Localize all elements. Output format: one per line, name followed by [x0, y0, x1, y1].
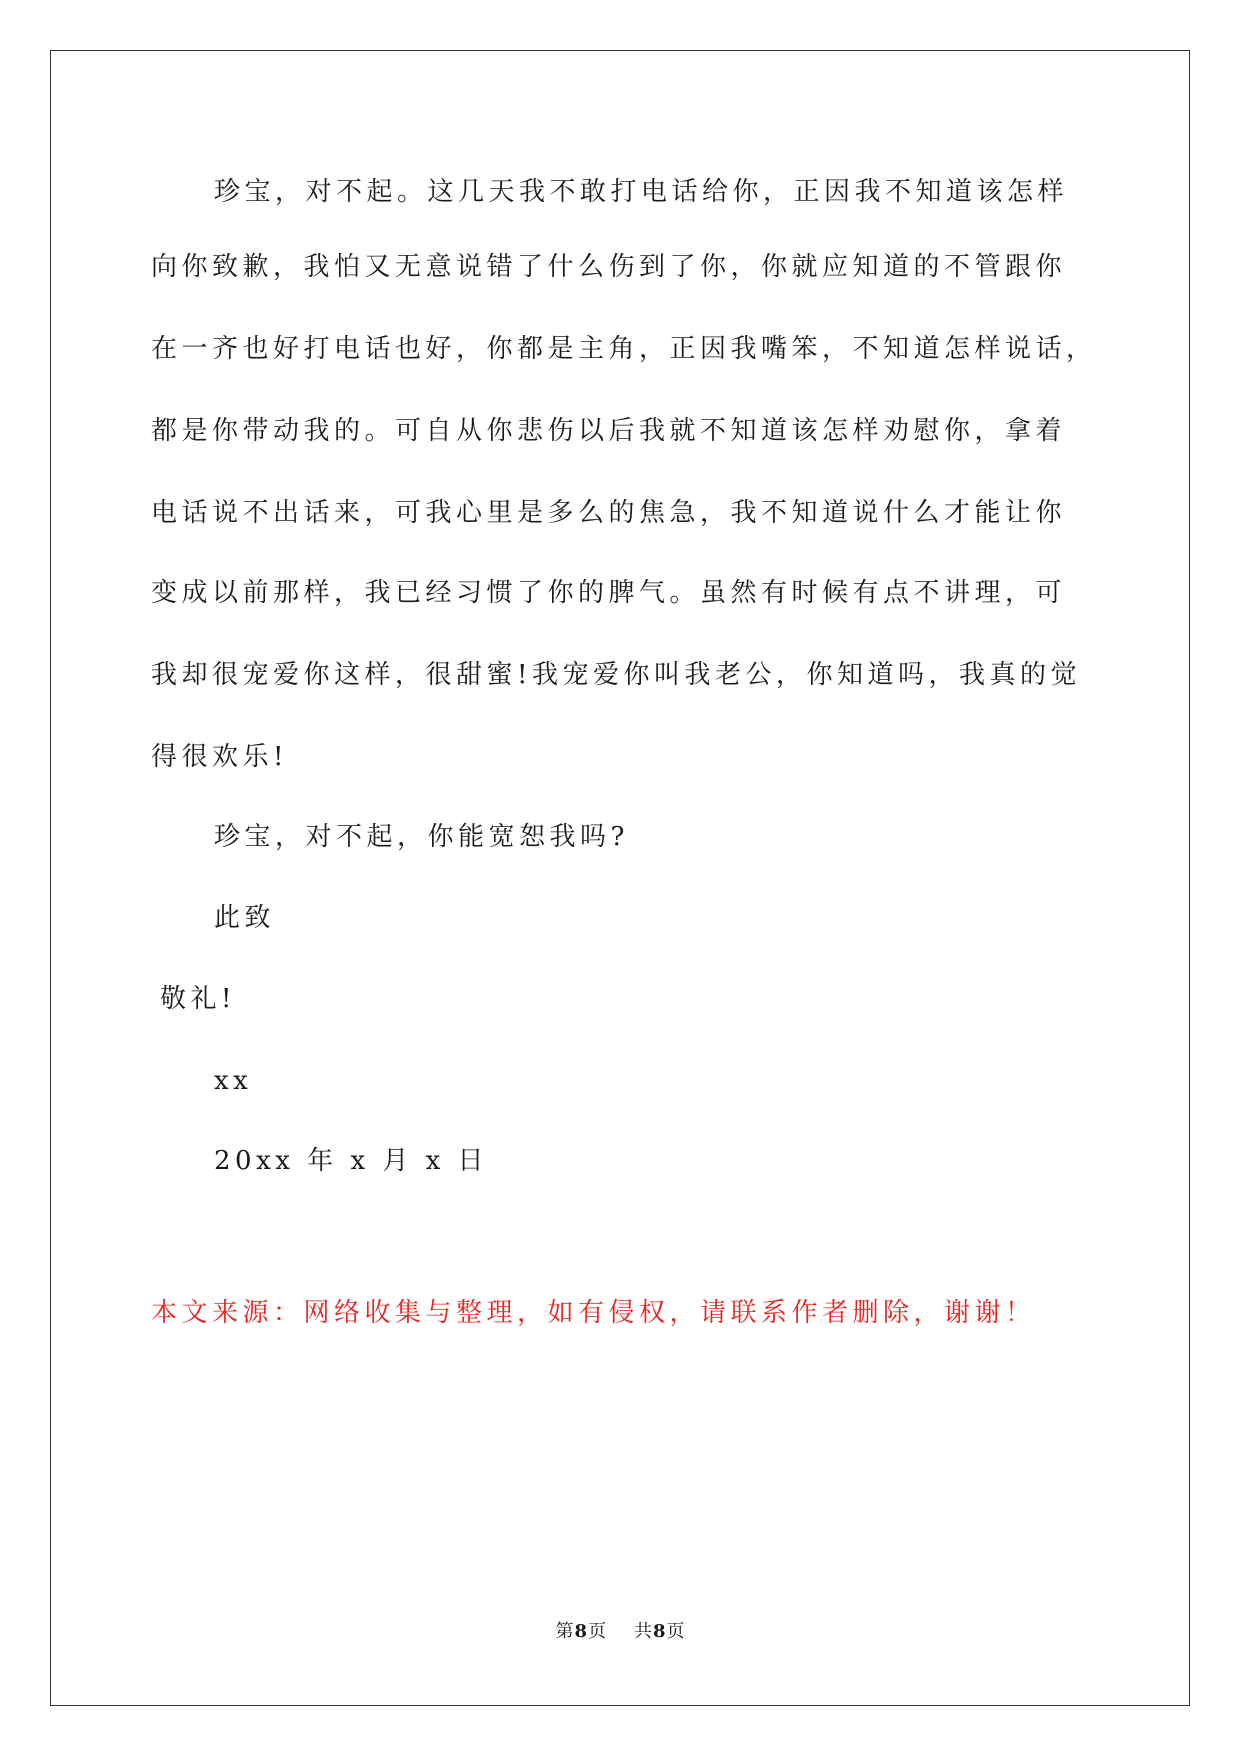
paragraph-line-3: 在一齐也好打电话也好，你都是主角，正因我嘴笨，不知道怎样说话， [151, 334, 1097, 364]
paragraph-line-4: 都是你带动我的。可自从你悲伤以后我就不知道该怎样劝慰你，拿着 [151, 416, 1067, 446]
footer-total-pages: 8 [652, 1621, 667, 1642]
footer-total-prefix: 共 [633, 1621, 653, 1642]
date-line: 20xx 年 x 月 x 日 [214, 1146, 489, 1176]
apology-question: 珍宝，对不起，你能宽恕我吗? [214, 822, 629, 852]
source-notice: 本文来源：网络收集与整理，如有侵权，请联系作者删除，谢谢！ [151, 1298, 1036, 1328]
footer-page-suffix: 页 [588, 1621, 608, 1642]
regards: 敬礼! [160, 984, 236, 1014]
paragraph-line-7: 我却很宠爱你这样，很甜蜜!我宠爱你叫我老公，你知道吗，我真的觉 [151, 660, 1081, 690]
footer-prefix: 第 [555, 1621, 575, 1642]
paragraph-line-2: 向你致歉，我怕又无意说错了什么伤到了你，你就应知道的不管跟你 [151, 252, 1067, 282]
footer-page-number: 8 [574, 1621, 589, 1642]
page-footer [0, 1623, 1241, 1641]
footer-total-suffix: 页 [666, 1621, 686, 1642]
signature: xx [214, 1066, 253, 1096]
paragraph-line-8: 得很欢乐! [151, 742, 288, 772]
salutation: 此致 [214, 903, 276, 933]
paragraph-line-1: 珍宝，对不起。这几天我不敢打电话给你，正因我不知道该怎样 [214, 177, 1069, 207]
paragraph-line-6: 变成以前那样，我已经习惯了你的脾气。虽然有时候有点不讲理，可 [151, 578, 1067, 608]
page-border [50, 50, 1190, 1706]
paragraph-line-5: 电话说不出话来，可我心里是多么的焦急，我不知道说什么才能让你 [151, 498, 1067, 528]
